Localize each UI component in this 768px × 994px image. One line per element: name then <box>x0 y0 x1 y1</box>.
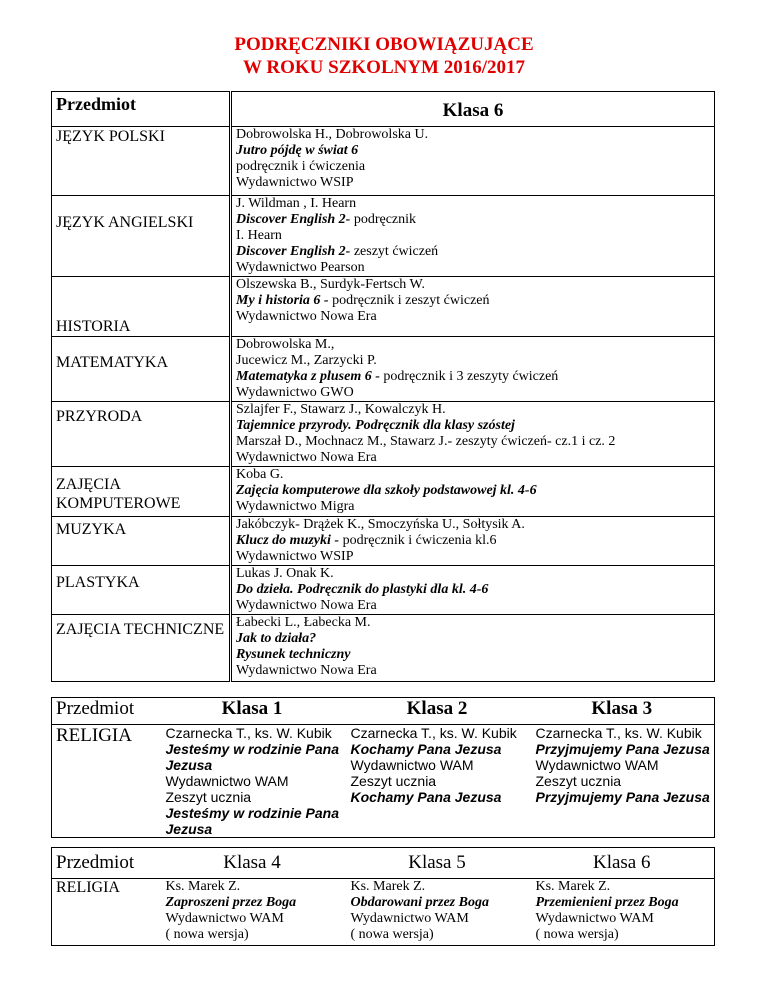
header-subject: Przedmiot <box>52 848 160 879</box>
book-line: Discover English 2- podręcznik <box>236 212 417 227</box>
textbook-info <box>231 566 715 615</box>
table-row <box>52 517 715 566</box>
book-line: Obdarowani przez Boga <box>350 895 489 910</box>
subject-name: PLASTYKA <box>56 574 140 591</box>
book-line: Jakóbczyk- Drążek K., Smoczyńska U., Sołtysik A. <box>236 517 525 532</box>
textbook-info <box>530 725 715 838</box>
textbook-info <box>231 337 715 402</box>
subject-name: JĘZYK POLSKI <box>56 128 165 145</box>
table-row <box>52 879 715 946</box>
book-line: Przyjmujemy Pana Jezusa <box>535 741 710 757</box>
textbook-info <box>231 277 715 337</box>
textbook-info <box>345 879 530 946</box>
book-line: Czarnecka T., ks. W. Kubik <box>350 725 517 741</box>
religion-grades-1-3-table <box>51 697 715 838</box>
book-line: ( nowa wersja) <box>535 927 619 942</box>
book-line: Do dzieła. Podręcznik do plastyki dla kl. 4-6 <box>236 582 489 597</box>
book-line: Zajęcia komputerowe dla szkoły podstawowej kl. 4-6 <box>236 483 537 498</box>
header-class-1: Klasa 1 <box>160 698 345 725</box>
header-subject: Przedmiot <box>52 92 231 127</box>
book-line: Ks. Marek Z. <box>535 879 611 894</box>
book-line: Jesteśmy w rodzinie Pana Jezusa <box>165 805 340 837</box>
header-class-2: Klasa 2 <box>345 698 530 725</box>
book-line: Wydawnictwo WAM <box>165 773 289 789</box>
book-line: ( nowa wersja) <box>165 927 249 942</box>
book-line: My i historia 6 - podręcznik i zeszyt ćwiczeń <box>236 293 490 308</box>
book-line: Discover English 2- zeszyt ćwiczeń <box>236 244 439 259</box>
book-line: Wydawnictwo Pearson <box>236 260 365 275</box>
header-class: Klasa 6 <box>231 92 715 127</box>
table-row <box>52 725 715 838</box>
book-line: Zaproszeni przez Boga <box>165 895 297 910</box>
book-line: Czarnecka T., ks. W. Kubik <box>165 725 332 741</box>
book-line: Rysunek techniczny <box>236 647 351 662</box>
textbook-info <box>231 517 715 566</box>
textbook-info <box>160 879 345 946</box>
subject-name: JĘZYK ANGIELSKI <box>56 214 194 231</box>
book-line: ( nowa wersja) <box>350 927 434 942</box>
subject-name: RELIGIA <box>56 879 120 896</box>
book-line: Jucewicz M., Zarzycki P. <box>236 353 377 368</box>
book-line: Klucz do muzyki - podręcznik i ćwiczenia kl.6 <box>236 533 497 548</box>
book-line: Wydawnictwo WAM <box>165 911 284 926</box>
textbook-info <box>345 725 530 838</box>
textbook-info <box>231 615 715 682</box>
table-row <box>52 337 715 402</box>
header-class-4: Klasa 4 <box>160 848 345 879</box>
book-line: Wydawnictwo Nowa Era <box>236 450 377 465</box>
header-subject: Przedmiot <box>52 698 160 725</box>
book-line: Wydawnictwo Nowa Era <box>236 663 377 678</box>
book-line: Wydawnictwo WAM <box>535 911 654 926</box>
table-row <box>52 566 715 615</box>
book-line: Marszał D., Mochnacz M., Stawarz J.- zeszyty ćwiczeń- cz.1 i cz. 2 <box>236 434 616 449</box>
book-line: Wydawnictwo Nowa Era <box>236 309 377 324</box>
book-line: Jutro pójdę w świat 6 <box>236 143 359 158</box>
table-row <box>52 467 715 517</box>
book-line: Przemienieni przez Boga <box>535 895 679 910</box>
book-line: J. Wildman , I. Hearn <box>236 196 357 211</box>
book-line: Wydawnictwo WAM <box>350 757 474 773</box>
table-row <box>52 127 715 196</box>
book-line: Jak to działa? <box>236 631 317 646</box>
book-line: Ks. Marek Z. <box>350 879 426 894</box>
subject-name: MATEMATYKA <box>56 354 168 371</box>
book-line: Czarnecka T., ks. W. Kubik <box>535 725 702 741</box>
book-line: Lukas J. Onak K. <box>236 566 334 581</box>
book-line: Dobrowolska H., Dobrowolska U. <box>236 127 429 142</box>
textbook-info <box>231 127 715 196</box>
textbook-info <box>231 467 715 517</box>
textbook-info <box>231 196 715 277</box>
book-line: Zeszyt ucznia <box>535 773 622 789</box>
grade-6-textbooks-table <box>51 91 715 682</box>
book-line: Jesteśmy w rodzinie Pana Jezusa <box>165 741 340 773</box>
subject-name: HISTORIA <box>56 318 131 335</box>
header-class-3: Klasa 3 <box>530 698 715 725</box>
subject-name: MUZYKA <box>56 521 127 538</box>
book-line: Wydawnictwo Nowa Era <box>236 598 377 613</box>
table-row <box>52 402 715 467</box>
header-class-6: Klasa 6 <box>530 848 715 879</box>
subject-name: RELIGIA <box>56 725 132 746</box>
table-row <box>52 277 715 337</box>
subject-name: PRZYRODA <box>56 408 143 425</box>
book-line: Szlajfer F., Stawarz J., Kowalczyk H. <box>236 402 446 417</box>
book-line: Kochamy Pana Jezusa <box>350 741 502 757</box>
book-line: Wydawnictwo Migra <box>236 499 355 514</box>
book-line: Wydawnictwo WSIP <box>236 175 354 190</box>
textbook-info <box>530 879 715 946</box>
header-class-5: Klasa 5 <box>345 848 530 879</box>
textbook-info <box>231 402 715 467</box>
book-line: Łabecki L., Łabecka M. <box>236 615 371 630</box>
book-line: Zeszyt ucznia <box>350 773 437 789</box>
book-line: Wydawnictwo WAM <box>535 757 659 773</box>
book-line: Dobrowolska M., <box>236 337 335 352</box>
page-title-line-2: W ROKU SZKOLNYM 2016/2017 <box>242 57 526 78</box>
book-line: Kochamy Pana Jezusa <box>350 789 502 805</box>
book-line: Zeszyt ucznia <box>165 789 252 805</box>
book-line: Wydawnictwo WAM <box>350 911 469 926</box>
subject-name: ZAJĘCIA KOMPUTEROWE <box>56 476 181 512</box>
book-line: I. Hearn <box>236 228 282 243</box>
religion-grades-4-6-table <box>51 847 715 946</box>
book-line: Olszewska B., Surdyk-Fertsch W. <box>236 277 425 292</box>
book-line: Przyjmujemy Pana Jezusa <box>535 789 710 805</box>
table-row <box>52 615 715 682</box>
book-line: Matematyka z plusem 6 - podręcznik i 3 zeszyty ćwiczeń <box>236 369 559 384</box>
book-line: podręcznik i ćwiczenia <box>236 159 366 174</box>
book-line: Wydawnictwo WSIP <box>236 549 354 564</box>
book-line: Wydawnictwo GWO <box>236 385 354 400</box>
table-row <box>52 196 715 277</box>
book-line: Tajemnice przyrody. Podręcznik dla klasy szóstej <box>236 418 515 433</box>
textbook-info <box>160 725 345 838</box>
subject-name: ZAJĘCIA TECHNICZNE <box>56 621 225 638</box>
book-line: Ks. Marek Z. <box>165 879 241 894</box>
book-line: Koba G. <box>236 467 284 482</box>
page-title-line-1: PODRĘCZNIKI OBOWIĄZUJĄCE <box>234 34 534 55</box>
